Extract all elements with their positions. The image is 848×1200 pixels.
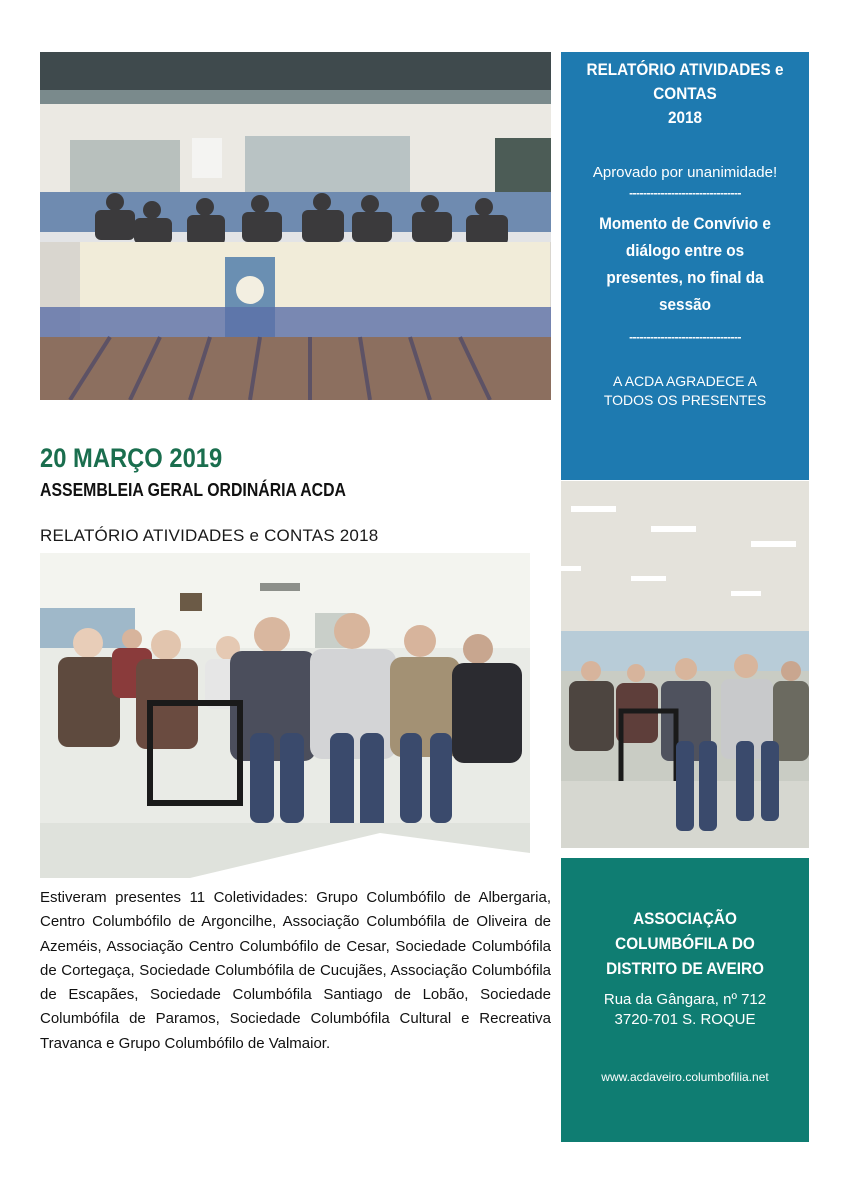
thanks-line2: TODOS OS PRESENTES [603,392,767,408]
thanks-line1: A ACDA AGRADECE A [613,373,757,389]
contact-panel [561,858,809,1142]
divider-2: -------------------------------- [629,330,741,344]
photo-room [561,481,809,848]
website-link[interactable]: www.acdaveiro.columbofilia.net [601,1070,769,1084]
report-heading: RELATÓRIO ATIVIDADES e CONTAS 2018 [40,526,379,545]
divider-1: -------------------------------- [629,186,741,200]
photo-head-table [40,52,551,400]
organization-name [573,906,796,981]
thanks-text [561,372,809,410]
moment-line2: diálogo entre os [625,241,745,260]
address [561,990,809,1030]
address-line2: 3720-701 S. ROQUE [614,1011,756,1028]
info-panel [561,52,809,480]
photo-audience [40,553,530,878]
date-heading: 20 MARÇO 2019 [40,443,223,473]
moment-line1: Momento de Convívio e [599,214,771,233]
org-line3: DISTRITO DE AVEIRO [606,959,764,978]
address-line1: Rua da Gângara, nº 712 [603,991,767,1008]
attendees-paragraph: Estiveram presentes 11 Coletividades: Grupo Columbófilo de Albergaria, Centro Columbófilo de Argoncilhe, Associação Columbófila de Oliveira de Azeméis, Associação Centro Columbófilo de Cesar, Sociedade Columbófila de Cortegaça, Sociedade Columbófila de Cucujães, Associação Columbófila de Escapães, Sociedade Columbófila Santiago de Lobão, Sociedade Columbófila de Paramos, Sociedade Columbófila Cultural e Recreativa Travanca e Grupo Columbófilo de Valmaior. [40,889,551,1052]
panel-title [573,58,796,130]
approved-text: Aprovado por unanimidade! [592,164,778,181]
panel-title-line3: 2018 [667,108,703,127]
assembly-heading: ASSEMBLEIA GERAL ORDINÁRIA ACDA [40,480,346,500]
org-line1: ASSOCIAÇÃO [633,909,737,928]
moment-line4: sessão [659,295,711,314]
moment-text [581,210,790,318]
panel-title-line2: CONTAS [653,84,717,103]
moment-line3: presentes, no final da [606,268,764,287]
panel-title-line1: RELATÓRIO ATIVIDADES e [586,60,784,79]
org-line2: COLUMBÓFILA DO [615,934,755,953]
